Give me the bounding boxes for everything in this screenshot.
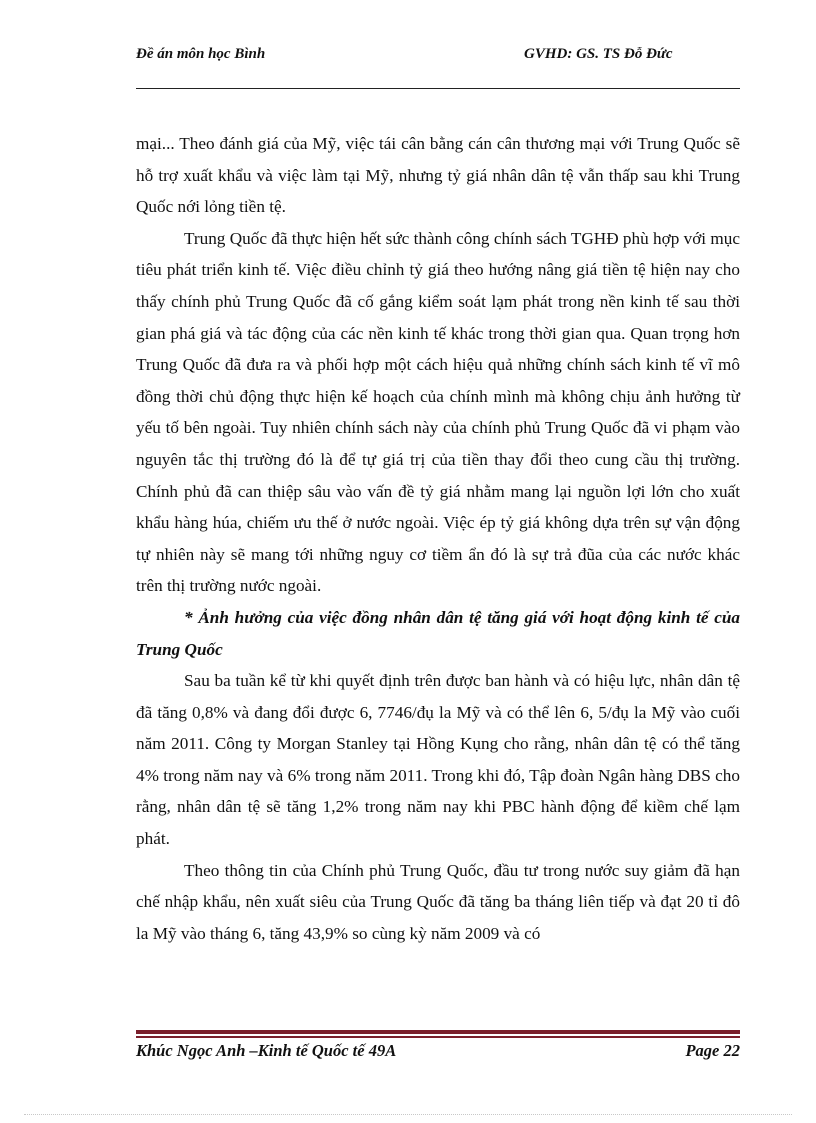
footer-divider-thin xyxy=(136,1036,740,1038)
paragraph: Sau ba tuần kể từ khi quyết định trên được ban hành và có hiệu lực, nhân dân tệ đã tăng 0,8% và đang đổi được 6, 7746/đụ la Mỹ và có thể lên 6, 5/đụ la Mỹ vào cuối năm 2011. Công ty Morgan Stanley tại Hồng Kụng cho rằng, nhân dân tệ có thể tăng 4% trong năm nay và 6% trong năm 2011. Trong khi đó, Tập đoàn Ngân hàng DBS cho rằng, nhân dân tệ sẽ tăng 1,2% trong năm nay khi PBC hành động để kiềm chế lạm phát. xyxy=(136,671,740,849)
header-supervisor: GVHD: GS. TS Đỗ Đức xyxy=(524,46,673,62)
header-divider xyxy=(136,88,740,89)
footer-author: Khúc Ngọc Anh –Kinh tế Quốc tế 49A xyxy=(136,1041,397,1060)
document-body xyxy=(136,128,740,949)
footer-divider-thick xyxy=(136,1030,740,1034)
paragraph-continued: mại... Theo đánh giá của Mỹ, việc tái cân bằng cán cân thương mại với Trung Quốc sẽ hỗ trợ xuất khẩu và việc làm tại Mỹ, nhưng tỷ giá nhân dân tệ vẫn thấp sau khi Trung Quốc nới lỏng tiền tệ. xyxy=(136,134,740,217)
section-subheading: * Ảnh hưởng của việc đồng nhân dân tệ tăng giá với hoạt động kinh tế của Trung Quốc xyxy=(136,607,740,659)
paragraph: Trung Quốc đã thực hiện hết sức thành công chính sách TGHĐ phù hợp với mục tiêu phát triển kinh tế. Việc điều chỉnh tỷ giá theo hướng nâng giá tiền tệ hiện nay cho thấy chính phủ Trung Quốc đã cố gắng kiểm soát lạm phát trong nền kinh tế sau thời gian phá giá và tác động của các nền kinh tế khác trong thời gian qua. Quan trọng hơn Trung Quốc đã đưa ra và phối hợp một cách hiệu quả những chính sách kinh tế vĩ mô đồng thời chủ động thực hiện kế hoạch của chính mình mà không chịu ảnh hưởng từ yếu tố bên ngoài. Tuy nhiên chính sách này của chính phủ Trung Quốc đã vi phạm vào nguyên tắc thị trường đó là để tự giá trị của tiền thay đổi theo cung cầu thị trường. Chính phủ đã can thiệp sâu vào vấn đề tỷ giá nhằm mang lại nguồn lợi lớn cho xuất khẩu hàng húa, chiếm ưu thế ở nước ngoài. Việc ép tỷ giá không dựa trên sự vận động tự nhiên này sẽ mang tới những nguy cơ tiềm ẩn đó là sự trả đũa của các nước khác trên thị trường nước ngoài. xyxy=(136,228,740,596)
paragraph: Theo thông tin của Chính phủ Trung Quốc, đầu tư trong nước suy giảm đã hạn chế nhập khẩu, nên xuất siêu của Trung Quốc đã tăng ba tháng liên tiếp và đạt 20 tỉ đô la Mỹ vào tháng 6, tăng 43,9% so cùng kỳ năm 2009 và có xyxy=(136,860,740,943)
page-boundary xyxy=(24,1114,792,1115)
page-number: Page 22 xyxy=(685,1041,740,1060)
header-course-title: Đề án môn học Bình xyxy=(136,46,266,62)
